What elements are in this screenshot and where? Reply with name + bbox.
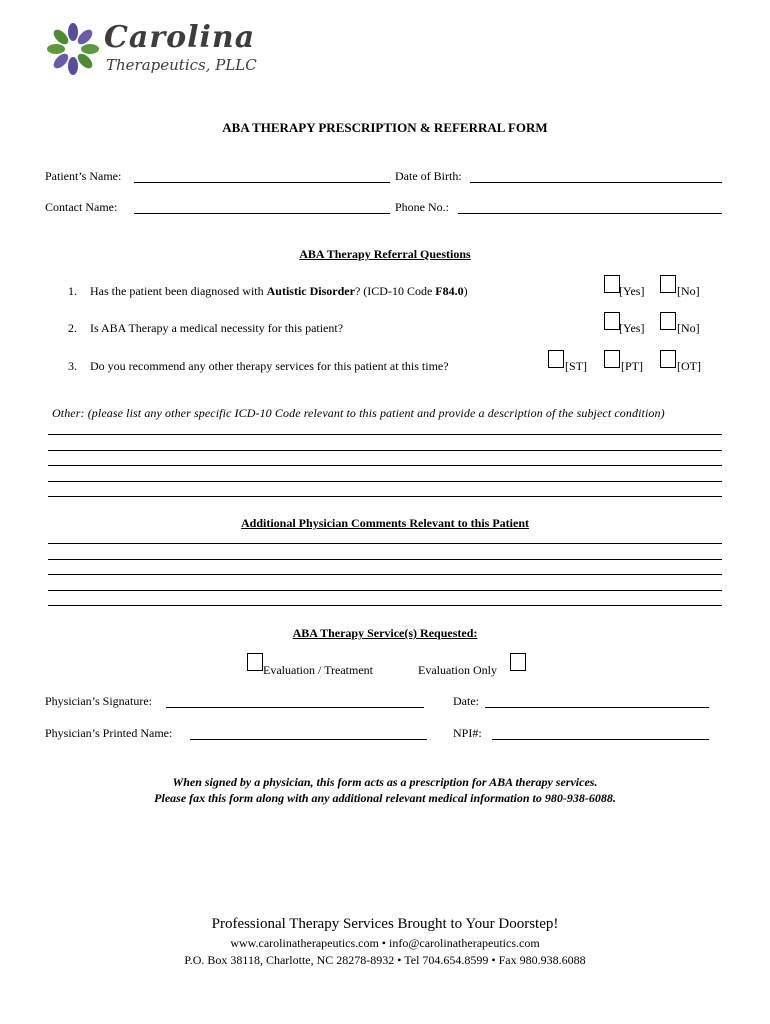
npi-label: NPI#: <box>453 726 482 740</box>
footer-tagline: Professional Therapy Services Brought to Your Doorstep! <box>211 916 559 932</box>
q3-pt-label: [PT] <box>621 359 643 373</box>
referral-heading: ABA Therapy Referral Questions <box>299 247 471 261</box>
q2-yes-label: [Yes] <box>619 321 645 335</box>
question-3-number: 3. <box>68 359 77 373</box>
q1-no-label: [No] <box>677 284 700 298</box>
physician-signature-label: Physician’s Signature: <box>45 694 152 708</box>
q2-no-label: [No] <box>677 321 700 335</box>
other-line[interactable] <box>48 481 722 482</box>
question-1-mid: ? (ICD-10 Code <box>354 284 436 298</box>
question-2-number: 2. <box>68 321 77 335</box>
q2-yes-checkbox[interactable] <box>604 312 620 330</box>
other-line[interactable] <box>48 496 722 497</box>
q1-no-checkbox[interactable] <box>660 275 676 293</box>
logo-subtitle: Therapeutics, PLLC <box>106 56 257 74</box>
prescription-notice-line-2: Please fax this form along with any additional relevant medical information to 980-938-6088. <box>154 791 616 805</box>
q1-yes-checkbox[interactable] <box>604 275 620 293</box>
dob-label: Date of Birth: <box>395 169 462 183</box>
q1-yes-label: [Yes] <box>619 284 645 298</box>
footer-address: P.O. Box 38118, Charlotte, NC 28278-8932 • Tel 704.654.8599 • Fax 980.938.6088 <box>184 953 586 967</box>
physician-printed-name-label: Physician’s Printed Name: <box>45 726 173 740</box>
patient-name-field[interactable] <box>134 182 390 183</box>
flower-icon <box>44 20 102 78</box>
physician-printed-name-field[interactable] <box>190 739 427 740</box>
eval-only-checkbox[interactable] <box>510 653 526 671</box>
comments-heading: Additional Physician Comments Relevant to this Patient <box>241 516 529 530</box>
prescription-notice-line-1: When signed by a physician, this form acts as a prescription for ABA therapy services. <box>172 775 598 789</box>
physician-signature-field[interactable] <box>166 707 424 708</box>
comment-line[interactable] <box>48 574 722 575</box>
q3-pt-checkbox[interactable] <box>604 350 620 368</box>
contact-name-field[interactable] <box>134 213 390 214</box>
comment-line[interactable] <box>48 543 722 544</box>
q3-st-checkbox[interactable] <box>548 350 564 368</box>
q3-ot-label: [OT] <box>677 359 701 373</box>
q3-st-label: [ST] <box>565 359 587 373</box>
patient-name-label: Patient’s Name: <box>45 169 122 183</box>
question-1-text <box>90 284 468 299</box>
question-1-bold-1: Autistic Disorder <box>266 284 355 298</box>
other-line[interactable] <box>48 434 722 435</box>
other-line[interactable] <box>48 465 722 466</box>
eval-treatment-checkbox[interactable] <box>247 653 263 671</box>
q2-no-checkbox[interactable] <box>660 312 676 330</box>
question-1-number: 1. <box>68 284 77 298</box>
question-1-pre: Has the patient been diagnosed with <box>90 284 267 298</box>
footer-web-email: www.carolinatherapeutics.com • info@carolinatherapeutics.com <box>230 936 540 950</box>
services-heading: ABA Therapy Service(s) Requested: <box>292 626 478 640</box>
question-2-text: Is ABA Therapy a medical necessity for this patient? <box>90 321 344 335</box>
comment-line[interactable] <box>48 605 722 606</box>
q3-ot-checkbox[interactable] <box>660 350 676 368</box>
phone-field[interactable] <box>458 213 722 214</box>
comment-line[interactable] <box>48 590 722 591</box>
question-1-bold-2: F84.0 <box>435 284 464 298</box>
form-title: ABA THERAPY PRESCRIPTION & REFERRAL FORM <box>222 120 548 135</box>
eval-treatment-label: Evaluation / Treatment <box>263 663 373 677</box>
company-logo <box>44 20 264 80</box>
eval-only-label: Evaluation Only <box>418 663 497 677</box>
question-1-post: ) <box>463 284 468 298</box>
signature-date-field[interactable] <box>485 707 709 708</box>
question-3-text: Do you recommend any other therapy services for this patient at this time? <box>90 359 449 373</box>
phone-label: Phone No.: <box>395 200 449 214</box>
contact-name-label: Contact Name: <box>45 200 118 214</box>
logo-name: Carolina <box>104 20 256 55</box>
dob-field[interactable] <box>470 182 722 183</box>
signature-date-label: Date: <box>453 694 479 708</box>
other-note: Other: (please list any other specific ICD-10 Code relevant to this patient and provide a description of the subject condition) <box>52 406 665 420</box>
comment-line[interactable] <box>48 559 722 560</box>
other-line[interactable] <box>48 450 722 451</box>
npi-field[interactable] <box>492 739 709 740</box>
